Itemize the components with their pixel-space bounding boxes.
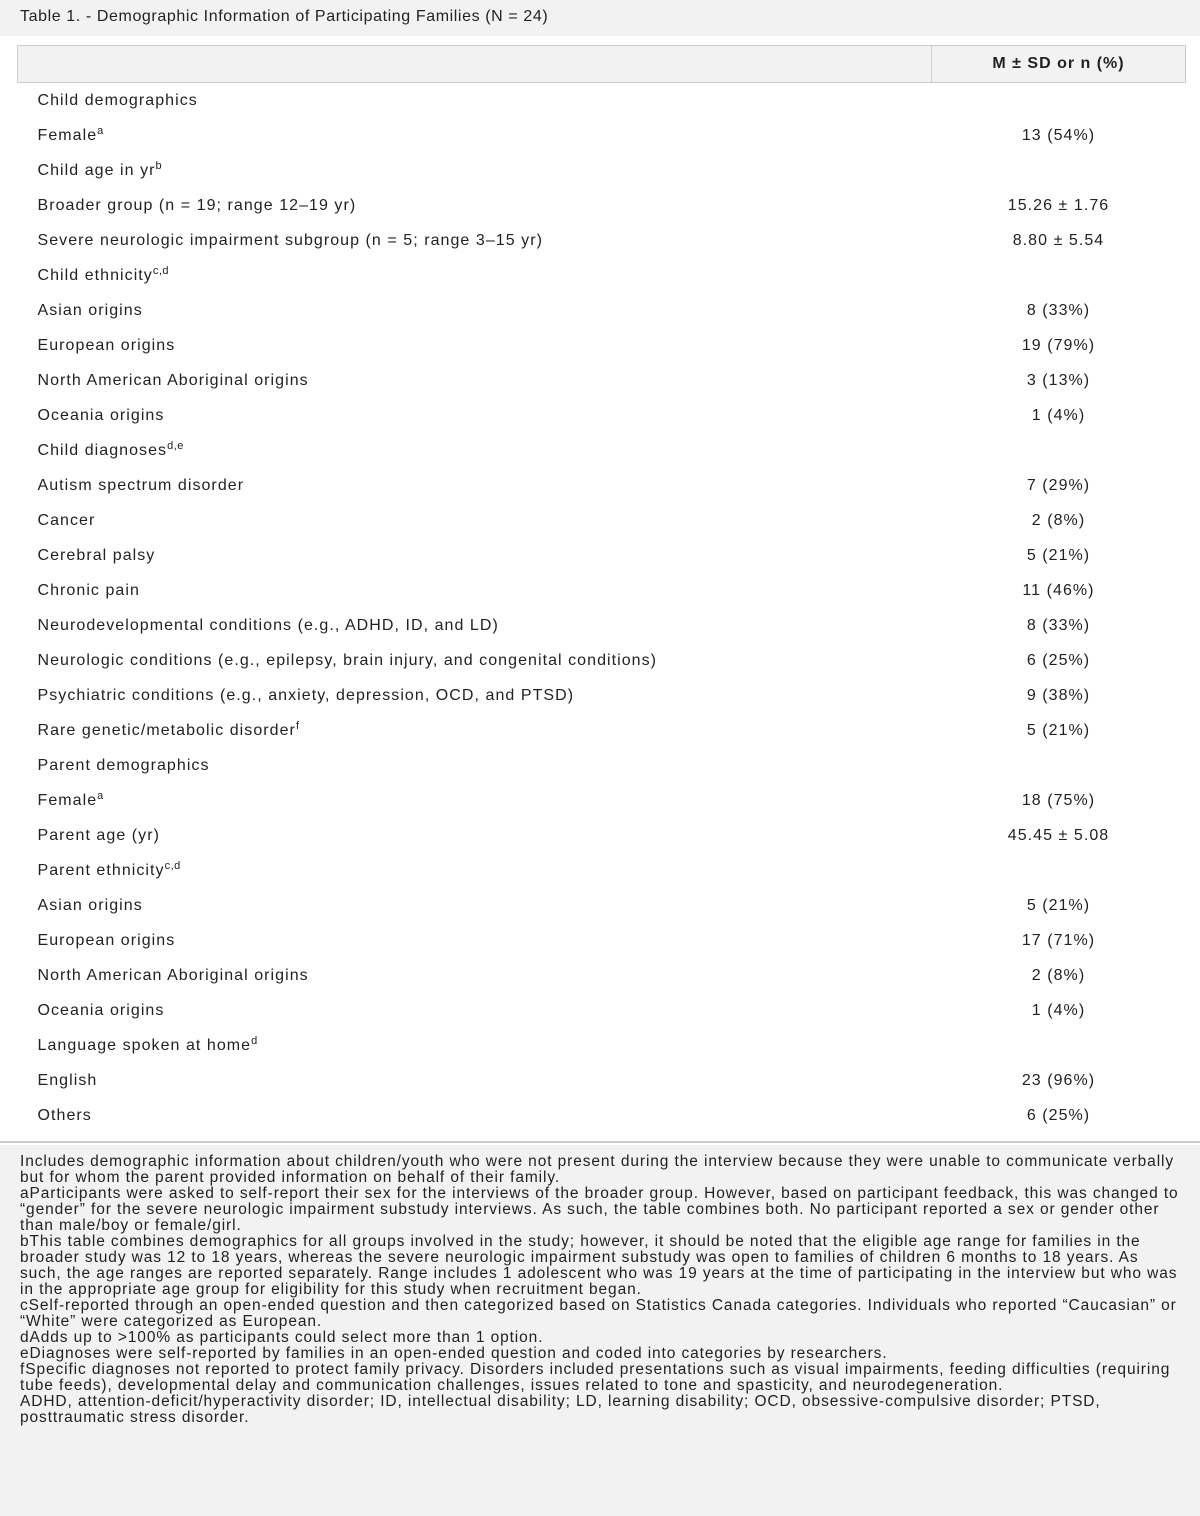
- row-label: Neurodevelopmental conditions (e.g., ADHD, ID, and LD): [37, 616, 499, 634]
- row-value-cell: 19 (79%): [1021, 336, 1096, 354]
- row-label-cell: [18, 573, 932, 608]
- demographics-table: [17, 45, 1186, 1133]
- row-label-cell: [18, 748, 932, 783]
- header-label-cell: [18, 46, 932, 83]
- footnote-item: dAdds up to >100% as participants could select more than 1 option.: [20, 1329, 544, 1346]
- row-value-cell: [932, 1028, 1186, 1063]
- row-label: Cancer: [37, 511, 96, 529]
- row-label: English: [37, 1071, 98, 1089]
- row-label-cell: [18, 608, 932, 643]
- footnote-item: ADHD, attention-deficit/hyperactivity disorder; ID, intellectual disability; LD, learning disability; OCD, obsessive-compulsive disorder; PTSD, posttraumatic stress disorder.: [20, 1393, 1101, 1426]
- row-label: Autism spectrum disorder: [37, 476, 245, 494]
- table-row: [18, 1028, 1186, 1063]
- table-row: [18, 748, 1186, 783]
- table-row: [18, 118, 1186, 153]
- row-value-cell: 5 (21%): [1026, 896, 1091, 914]
- row-label: Child age in yr: [37, 161, 156, 179]
- table-body: [18, 83, 1186, 1134]
- table-row: [18, 853, 1186, 888]
- row-label: Child ethnicity: [37, 266, 153, 284]
- table-row: [18, 293, 1186, 328]
- row-label-cell: [18, 258, 932, 293]
- table-row: [18, 433, 1186, 468]
- footnote-marker: c,d: [152, 264, 170, 277]
- row-label-cell: [18, 888, 932, 923]
- row-value-cell: 5 (21%): [1026, 721, 1091, 739]
- table-row: [18, 713, 1186, 748]
- row-value-cell: 1 (4%): [1031, 1001, 1086, 1019]
- row-label: Rare genetic/metabolic disorder: [37, 721, 296, 739]
- footnote-item: fSpecific diagnoses not reported to protect family privacy. Disorders included presentations such as visual impairments, feeding difficulties (requiring tube feeds), developmental delay and communication challenges, issues related to tone and spasticity, and neurodegeneration.: [20, 1361, 1171, 1394]
- row-label-cell: [18, 83, 932, 119]
- row-label: Female: [37, 791, 98, 809]
- table-row: [18, 223, 1186, 258]
- row-label: Cerebral palsy: [37, 546, 156, 564]
- row-label: Chronic pain: [37, 581, 140, 599]
- table-row: [18, 783, 1186, 818]
- row-value-cell: 13 (54%): [1021, 126, 1096, 144]
- row-label-cell: [18, 468, 932, 503]
- row-value-cell: 15.26 ± 1.76: [1007, 196, 1110, 214]
- row-label-cell: [18, 1063, 932, 1098]
- row-label: Psychiatric conditions (e.g., anxiety, depression, OCD, and PTSD): [37, 686, 575, 704]
- footnote-marker: a: [97, 789, 104, 802]
- table-row: [18, 923, 1186, 958]
- row-label: European origins: [37, 931, 176, 949]
- row-value-cell: [932, 83, 1186, 119]
- row-label: Oceania origins: [37, 406, 165, 424]
- row-label-cell: [18, 223, 932, 258]
- footnote-item: aParticipants were asked to self-report their sex for the interviews of the broader group. However, based on participant feedback, this was changed to “gender” for the severe neurologic impairment substudy interviews. As such, the table combines both. No participant reported a sex or gender other than male/boy or female/girl.: [20, 1185, 1179, 1234]
- row-label-cell: [18, 678, 932, 713]
- table-row: [18, 993, 1186, 1028]
- row-label: Parent ethnicity: [37, 861, 165, 879]
- table-row: [18, 888, 1186, 923]
- row-label-cell: [18, 503, 932, 538]
- row-value-cell: 6 (25%): [1026, 651, 1091, 669]
- table-row: [18, 398, 1186, 433]
- table-row: [18, 363, 1186, 398]
- table-row: [18, 503, 1186, 538]
- table-row: [18, 258, 1186, 293]
- row-label: Language spoken at home: [37, 1036, 252, 1054]
- row-label: Female: [37, 126, 98, 144]
- footnote-marker: d,e: [167, 439, 184, 452]
- row-value-cell: 8.80 ± 5.54: [1012, 231, 1105, 249]
- table-row: [18, 328, 1186, 363]
- footnote-item: cSelf-reported through an open-ended question and then categorized based on Statistics Canada categories. Individuals who reported “Caucasian” or “White” were categorized as European.: [20, 1297, 1177, 1330]
- row-label: Parent demographics: [37, 756, 210, 774]
- row-value-cell: 6 (25%): [1026, 1106, 1091, 1124]
- row-value-cell: 5 (21%): [1026, 546, 1091, 564]
- row-value-cell: 8 (33%): [1026, 616, 1091, 634]
- row-value-cell: 3 (13%): [1026, 371, 1091, 389]
- row-label-cell: [18, 293, 932, 328]
- row-label: Asian origins: [37, 301, 143, 319]
- table-divider: [0, 1141, 1200, 1143]
- row-label: Child demographics: [37, 91, 198, 109]
- row-label-cell: [18, 818, 932, 853]
- row-label-cell: [18, 713, 932, 748]
- row-label-cell: [18, 1098, 932, 1133]
- table-row: [18, 678, 1186, 713]
- row-label: Asian origins: [37, 896, 143, 914]
- row-value-cell: 18 (75%): [1021, 791, 1096, 809]
- table-row: [18, 573, 1186, 608]
- row-label-cell: [18, 398, 932, 433]
- footnote-marker: b: [155, 159, 163, 172]
- row-value-cell: 9 (38%): [1026, 686, 1091, 704]
- row-value-cell: 8 (33%): [1026, 301, 1091, 319]
- table-row: [18, 608, 1186, 643]
- row-label: Child diagnoses: [37, 441, 168, 459]
- table-row: [18, 1063, 1186, 1098]
- row-label-cell: [18, 188, 932, 223]
- row-value-cell: [932, 258, 1186, 293]
- demographics-table-container: [17, 45, 1183, 1133]
- row-label-cell: [18, 363, 932, 398]
- row-value-cell: 45.45 ± 5.08: [1007, 826, 1110, 844]
- row-label-cell: [18, 1028, 932, 1063]
- row-label: North American Aboriginal origins: [37, 371, 309, 389]
- row-value-cell: [932, 433, 1186, 468]
- table-row: [18, 643, 1186, 678]
- row-label: Severe neurologic impairment subgroup (n = 5; range 3–15 yr): [37, 231, 543, 249]
- row-label: Neurologic conditions (e.g., epilepsy, brain injury, and congenital conditions): [37, 651, 658, 669]
- table-row: [18, 188, 1186, 223]
- table-title: Table 1. - Demographic Information of Participating Families (N = 24): [0, 0, 1200, 36]
- row-label-cell: [18, 993, 932, 1028]
- row-value-cell: 23 (96%): [1021, 1071, 1096, 1089]
- table-footnotes: [0, 1145, 1200, 1516]
- row-label: Broader group (n = 19; range 12–19 yr): [37, 196, 357, 214]
- row-label-cell: [18, 643, 932, 678]
- row-label: Parent age (yr): [37, 826, 160, 844]
- row-value-cell: [932, 853, 1186, 888]
- row-label-cell: [18, 958, 932, 993]
- header-value-cell: M ± SD or n (%): [932, 46, 1186, 83]
- row-label-cell: [18, 538, 932, 573]
- footnote-marker: d: [251, 1034, 258, 1047]
- table-row: [18, 958, 1186, 993]
- footnote-marker: f: [295, 719, 300, 732]
- footnote-item: Includes demographic information about children/youth who were not present during the interview because they were unable to communicate verbally but for whom the parent provided information on behalf of their family.: [20, 1153, 1175, 1186]
- table-row: [18, 153, 1186, 188]
- row-value-cell: 17 (71%): [1021, 931, 1096, 949]
- row-label: Others: [37, 1106, 92, 1124]
- footnote-item: bThis table combines demographics for all groups involved in the study; however, it should be noted that the eligible age range for families in the broader study was 12 to 18 years, whereas the severe neurologic impairment substudy was open to families of children 6 months to 18 years. As such, the age ranges are reported separately. Range includes 1 adolescent who was 19 years at the time of participating in the interview but who was in the appropriate age group for eligibility for this study when recruitment began.: [20, 1233, 1178, 1298]
- row-label-cell: [18, 923, 932, 958]
- row-label: North American Aboriginal origins: [37, 966, 309, 984]
- table-header-row: [18, 46, 1186, 83]
- footnote-marker: c,d: [164, 859, 181, 872]
- row-value-cell: [932, 748, 1186, 783]
- row-label-cell: [18, 118, 932, 153]
- table-row: [18, 1098, 1186, 1133]
- footnote-item: eDiagnoses were self-reported by families in an open-ended question and coded into categories by researchers.: [20, 1345, 888, 1362]
- row-label: Oceania origins: [37, 1001, 165, 1019]
- footnote-marker: a: [97, 124, 104, 137]
- row-value-cell: 7 (29%): [1026, 476, 1091, 494]
- table-row: [18, 83, 1186, 119]
- row-label-cell: [18, 153, 932, 188]
- table-row: [18, 538, 1186, 573]
- row-value-cell: 2 (8%): [1031, 511, 1086, 529]
- table-row: [18, 818, 1186, 853]
- row-value-cell: [932, 153, 1186, 188]
- row-value-cell: 1 (4%): [1031, 406, 1086, 424]
- row-label-cell: [18, 783, 932, 818]
- row-label-cell: [18, 433, 932, 468]
- row-value-cell: 2 (8%): [1031, 966, 1086, 984]
- row-label-cell: [18, 328, 932, 363]
- row-value-cell: 11 (46%): [1022, 581, 1095, 599]
- row-label: European origins: [37, 336, 176, 354]
- row-label-cell: [18, 853, 932, 888]
- table-row: [18, 468, 1186, 503]
